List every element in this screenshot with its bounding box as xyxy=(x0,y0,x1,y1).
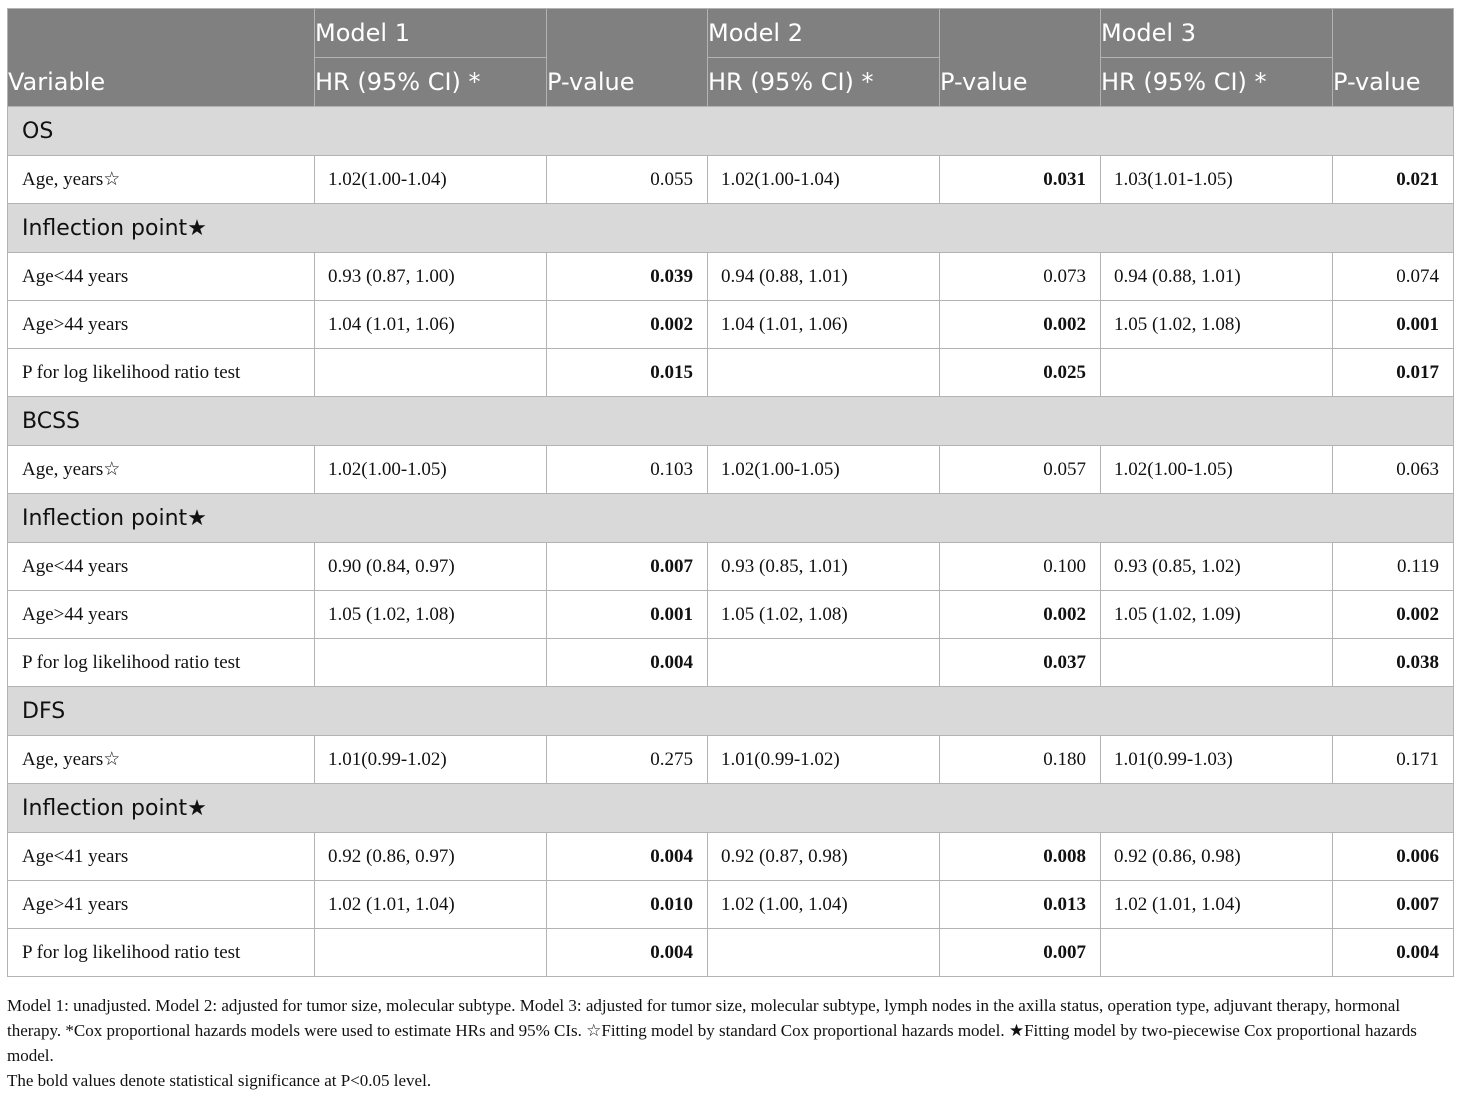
section-row xyxy=(8,204,1454,253)
row-label: Age<44 years xyxy=(8,253,315,301)
section-row xyxy=(8,494,1454,543)
model-1-p-cell: 0.002 xyxy=(547,301,708,349)
row-label: P for log likelihood ratio test xyxy=(8,929,315,977)
row-label: Age, years☆ xyxy=(8,156,315,204)
model-1-p-cell: 0.055 xyxy=(547,156,708,204)
table-row xyxy=(8,543,1454,591)
model-3-hr-cell xyxy=(1101,349,1333,397)
header-p-value-1: P-value xyxy=(547,9,708,107)
model-2-p-cell: 0.031 xyxy=(940,156,1101,204)
row-label: P for log likelihood ratio test xyxy=(8,349,315,397)
row-label: Age>44 years xyxy=(8,591,315,639)
table-row xyxy=(8,253,1454,301)
model-3-p-cell: 0.007 xyxy=(1333,881,1454,929)
model-2-hr-cell: 1.05 (1.02, 1.08) xyxy=(708,591,940,639)
header-hr-3: HR (95% CI) * xyxy=(1101,58,1333,107)
model-2-hr-cell xyxy=(708,929,940,977)
model-3-hr-cell: 1.03(1.01-1.05) xyxy=(1101,156,1333,204)
table-footnotes xyxy=(7,993,1457,1093)
footnote-models: Model 1: unadjusted. Model 2: adjusted for tumor size, molecular subtype. Model 3: adjusted for tumor size, molecular subtype, lymph nodes in the axilla status, operation type, adjuvant therapy, hormonal therapy. *Cox proportional hazards models were used to estimate HRs and 95% CIs. ☆Fitting model by standard Cox proportional hazards model. ★Fitting model by two-piecewise Cox proportional hazards model. xyxy=(7,996,1417,1065)
model-2-hr-cell: 0.92 (0.87, 0.98) xyxy=(708,833,940,881)
model-1-hr-cell: 1.05 (1.02, 1.08) xyxy=(315,591,547,639)
table-row xyxy=(8,156,1454,204)
hazard-ratio-table xyxy=(7,8,1454,977)
section-title: OS xyxy=(8,107,1454,156)
section-title: BCSS xyxy=(8,397,1454,446)
model-3-p-cell: 0.119 xyxy=(1333,543,1454,591)
model-1-hr-cell: 1.01(0.99-1.02) xyxy=(315,736,547,784)
header-model-2: Model 2 xyxy=(708,9,940,58)
model-3-p-cell: 0.006 xyxy=(1333,833,1454,881)
model-2-hr-cell: 1.02 (1.00, 1.04) xyxy=(708,881,940,929)
model-2-hr-cell: 1.02(1.00-1.04) xyxy=(708,156,940,204)
model-2-hr-cell: 1.02(1.00-1.05) xyxy=(708,446,940,494)
model-1-p-cell: 0.004 xyxy=(547,833,708,881)
table-row xyxy=(8,349,1454,397)
model-2-p-cell: 0.037 xyxy=(940,639,1101,687)
model-3-hr-cell: 1.02 (1.01, 1.04) xyxy=(1101,881,1333,929)
header-model-1: Model 1 xyxy=(315,9,547,58)
model-3-p-cell: 0.063 xyxy=(1333,446,1454,494)
section-title: DFS xyxy=(8,687,1454,736)
model-1-hr-cell: 1.02 (1.01, 1.04) xyxy=(315,881,547,929)
model-1-p-cell: 0.275 xyxy=(547,736,708,784)
model-2-p-cell: 0.013 xyxy=(940,881,1101,929)
section-row xyxy=(8,397,1454,446)
model-1-hr-cell: 1.04 (1.01, 1.06) xyxy=(315,301,547,349)
model-3-p-cell: 0.038 xyxy=(1333,639,1454,687)
row-label: Age, years☆ xyxy=(8,446,315,494)
model-3-p-cell: 0.002 xyxy=(1333,591,1454,639)
table-row xyxy=(8,639,1454,687)
header-variable: Variable xyxy=(8,9,315,107)
model-1-hr-cell: 1.02(1.00-1.04) xyxy=(315,156,547,204)
section-row xyxy=(8,107,1454,156)
model-1-hr-cell xyxy=(315,929,547,977)
model-2-p-cell: 0.100 xyxy=(940,543,1101,591)
model-1-p-cell: 0.001 xyxy=(547,591,708,639)
model-2-hr-cell xyxy=(708,349,940,397)
model-1-p-cell: 0.004 xyxy=(547,929,708,977)
table-row xyxy=(8,591,1454,639)
model-3-p-cell: 0.001 xyxy=(1333,301,1454,349)
model-1-p-cell: 0.010 xyxy=(547,881,708,929)
model-2-hr-cell: 0.93 (0.85, 1.01) xyxy=(708,543,940,591)
table-row xyxy=(8,929,1454,977)
model-3-hr-cell: 0.94 (0.88, 1.01) xyxy=(1101,253,1333,301)
model-1-hr-cell: 0.92 (0.86, 0.97) xyxy=(315,833,547,881)
row-label: Age>44 years xyxy=(8,301,315,349)
section-row xyxy=(8,784,1454,833)
model-2-hr-cell: 1.01(0.99-1.02) xyxy=(708,736,940,784)
model-3-p-cell: 0.004 xyxy=(1333,929,1454,977)
model-1-hr-cell xyxy=(315,349,547,397)
model-1-p-cell: 0.103 xyxy=(547,446,708,494)
model-1-p-cell: 0.004 xyxy=(547,639,708,687)
table-row xyxy=(8,881,1454,929)
header-hr-2: HR (95% CI) * xyxy=(708,58,940,107)
model-1-hr-cell: 0.90 (0.84, 0.97) xyxy=(315,543,547,591)
section-row xyxy=(8,687,1454,736)
model-2-p-cell: 0.002 xyxy=(940,301,1101,349)
table-row xyxy=(8,446,1454,494)
row-label: P for log likelihood ratio test xyxy=(8,639,315,687)
footnote-bold: The bold values denote statistical significance at P<0.05 level. xyxy=(7,1071,432,1090)
model-2-p-cell: 0.057 xyxy=(940,446,1101,494)
model-3-hr-cell: 1.05 (1.02, 1.08) xyxy=(1101,301,1333,349)
table-row xyxy=(8,736,1454,784)
section-title: Inflection point★ xyxy=(8,494,1454,543)
model-1-hr-cell: 1.02(1.00-1.05) xyxy=(315,446,547,494)
model-3-hr-cell xyxy=(1101,639,1333,687)
model-2-p-cell: 0.008 xyxy=(940,833,1101,881)
model-3-hr-cell: 0.93 (0.85, 1.02) xyxy=(1101,543,1333,591)
header-hr-1: HR (95% CI) * xyxy=(315,58,547,107)
model-2-p-cell: 0.073 xyxy=(940,253,1101,301)
header-p-value-2: P-value xyxy=(940,9,1101,107)
model-1-hr-cell: 0.93 (0.87, 1.00) xyxy=(315,253,547,301)
model-1-p-cell: 0.039 xyxy=(547,253,708,301)
model-3-p-cell: 0.021 xyxy=(1333,156,1454,204)
model-1-hr-cell xyxy=(315,639,547,687)
model-3-p-cell: 0.017 xyxy=(1333,349,1454,397)
model-3-p-cell: 0.171 xyxy=(1333,736,1454,784)
model-1-p-cell: 0.007 xyxy=(547,543,708,591)
model-3-p-cell: 0.074 xyxy=(1333,253,1454,301)
model-3-hr-cell: 1.05 (1.02, 1.09) xyxy=(1101,591,1333,639)
model-2-hr-cell: 1.04 (1.01, 1.06) xyxy=(708,301,940,349)
model-2-p-cell: 0.180 xyxy=(940,736,1101,784)
header-model-3: Model 3 xyxy=(1101,9,1333,58)
section-title: Inflection point★ xyxy=(8,204,1454,253)
table-header xyxy=(8,9,1454,107)
table-body xyxy=(8,107,1454,977)
model-3-hr-cell: 1.01(0.99-1.03) xyxy=(1101,736,1333,784)
model-2-p-cell: 0.025 xyxy=(940,349,1101,397)
table-row xyxy=(8,833,1454,881)
model-1-p-cell: 0.015 xyxy=(547,349,708,397)
table-row xyxy=(8,301,1454,349)
row-label: Age, years☆ xyxy=(8,736,315,784)
model-2-hr-cell: 0.94 (0.88, 1.01) xyxy=(708,253,940,301)
model-2-p-cell: 0.007 xyxy=(940,929,1101,977)
row-label: Age<41 years xyxy=(8,833,315,881)
row-label: Age<44 years xyxy=(8,543,315,591)
model-3-hr-cell: 1.02(1.00-1.05) xyxy=(1101,446,1333,494)
header-p-value-3: P-value xyxy=(1333,9,1454,107)
model-2-p-cell: 0.002 xyxy=(940,591,1101,639)
model-2-hr-cell xyxy=(708,639,940,687)
model-3-hr-cell xyxy=(1101,929,1333,977)
section-title: Inflection point★ xyxy=(8,784,1454,833)
row-label: Age>41 years xyxy=(8,881,315,929)
model-3-hr-cell: 0.92 (0.86, 0.98) xyxy=(1101,833,1333,881)
